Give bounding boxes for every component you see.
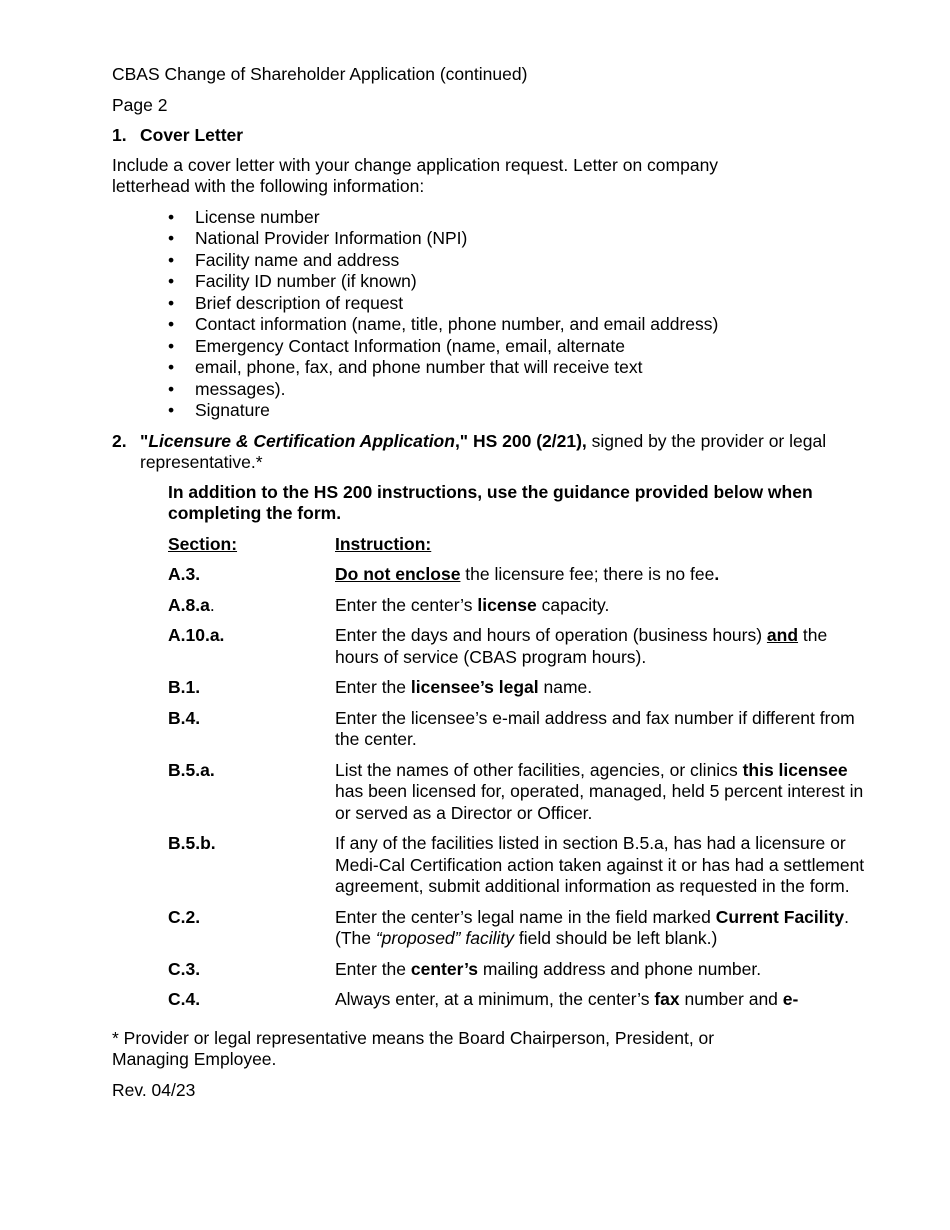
row-instruction xyxy=(335,677,868,708)
text: number and xyxy=(679,989,783,1009)
row-section: C.3. xyxy=(168,958,201,979)
column-header-instruction: Instruction: xyxy=(335,533,432,554)
text: the licensure fee; there is no fee xyxy=(460,564,715,584)
instruction-table xyxy=(168,534,868,1020)
document-header-title: CBAS Change of Shareholder Application (continued) xyxy=(112,64,528,84)
text: Enter the xyxy=(335,958,411,979)
section-2-number: 2. xyxy=(112,430,127,451)
row-instruction: Enter the licensee’s e-mail address and fax number if different from the center. xyxy=(335,707,855,749)
row-instruction xyxy=(335,625,868,677)
document-page xyxy=(112,64,872,1101)
list-item: • messages). xyxy=(168,379,872,401)
text: mailing address and phone number. xyxy=(478,958,762,979)
section-2-heading xyxy=(112,431,872,474)
table-row xyxy=(168,708,868,760)
revision-date: Rev. 04/23 xyxy=(112,1079,196,1100)
row-section: A.3. xyxy=(168,564,201,584)
form-title: Licensure & Certification Application xyxy=(148,430,455,451)
table-row xyxy=(168,564,868,595)
section-1-number: 1. xyxy=(112,125,127,145)
list-item: • Emergency Contact Information (name, email, alternate xyxy=(168,336,872,358)
table-header-row xyxy=(168,534,868,565)
section-1-title: Cover Letter xyxy=(140,125,244,145)
row-instruction: If any of the facilities listed in section B.5.a, has had a licensure or Medi-Cal Certification action taken against it or has had a settlement agreement, submit additional information as requested in the form. xyxy=(335,833,865,896)
row-section: B.5.a. xyxy=(168,759,215,780)
section-2-desc: signed by the provider or legal representative.* xyxy=(140,430,827,472)
row-instruction xyxy=(335,989,868,1020)
text: name. xyxy=(538,677,593,697)
list-item: • License number xyxy=(168,207,872,229)
row-section: A.10.a. xyxy=(168,625,225,645)
list-item: • Signature xyxy=(168,400,872,422)
text: Enter the days and hours of operation (business hours) xyxy=(335,625,767,645)
text: the hours of service (CBAS program hours). xyxy=(335,625,828,667)
emphasis: licensee’s legal xyxy=(410,677,539,697)
emphasis: fax xyxy=(654,989,680,1009)
table-row xyxy=(168,959,868,990)
section-1-heading xyxy=(112,125,872,147)
row-section: B.4. xyxy=(168,707,201,728)
section-1-intro: Include a cover letter with your change application request. Letter on company letterhead with the following information: xyxy=(112,154,719,196)
list-item: • email, phone, fax, and phone number that will receive text xyxy=(168,357,872,379)
table-row xyxy=(168,833,868,907)
text: capacity. xyxy=(536,594,610,615)
table-row xyxy=(168,595,868,626)
guidance-note: In addition to the HS 200 instructions, use the guidance provided below when completing the form. xyxy=(168,481,813,523)
row-instruction xyxy=(335,564,868,595)
text: Enter the xyxy=(335,677,411,697)
section-dot: . xyxy=(209,594,215,615)
text: Always enter, at a minimum, the center’s xyxy=(335,989,655,1009)
table-row xyxy=(168,907,868,959)
text: List the names of other facilities, agencies, or clinics xyxy=(335,759,743,780)
table-row xyxy=(168,625,868,677)
table-row xyxy=(168,760,868,834)
form-code: HS 200 (2/21), xyxy=(468,430,587,451)
emphasis: license xyxy=(477,594,537,615)
row-section xyxy=(168,595,335,626)
cover-letter-items xyxy=(168,207,872,422)
page-number: Page 2 xyxy=(112,94,168,115)
italic-text: “proposed” facility xyxy=(375,928,514,948)
row-instruction xyxy=(335,760,868,834)
text: Enter the center’s legal name in the field marked xyxy=(335,906,716,927)
quote-open: " xyxy=(140,430,149,451)
emphasis: Current Facility xyxy=(715,906,845,927)
emphasis: this licensee xyxy=(742,759,848,780)
text: Enter the center’s xyxy=(335,594,478,615)
section-2-text xyxy=(140,431,870,474)
text: field should be left blank.) xyxy=(513,928,718,948)
footnote: * Provider or legal representative means the Board Chairperson, President, or Managing Employee. xyxy=(112,1027,715,1069)
emphasis: . xyxy=(714,564,720,584)
row-section: C.2. xyxy=(168,906,201,927)
list-item: • Facility name and address xyxy=(168,250,872,272)
quote-close: ," xyxy=(454,430,469,451)
emphasis: e- xyxy=(782,989,799,1009)
list-item: • National Provider Information (NPI) xyxy=(168,228,872,250)
list-item: • Brief description of request xyxy=(168,293,872,315)
row-section: C.4. xyxy=(168,989,201,1009)
emphasis: center’s xyxy=(410,958,479,979)
text: has been licensed for, operated, managed, held 5 percent interest in or served as a Director or Officer. xyxy=(335,781,864,823)
text: . (The xyxy=(335,906,849,948)
row-section: B.5.b. xyxy=(168,833,216,853)
column-header-section: Section: xyxy=(168,533,238,554)
row-instruction xyxy=(335,595,868,626)
emphasis: and xyxy=(766,625,799,645)
row-instruction xyxy=(335,959,868,990)
table-row xyxy=(168,989,868,1020)
emphasis: Do not enclose xyxy=(335,564,461,584)
section-code: A.8.a xyxy=(168,594,210,615)
list-item: • Contact information (name, title, phone number, and email address) xyxy=(168,314,872,336)
row-section: B.1. xyxy=(168,677,201,697)
table-row xyxy=(168,677,868,708)
list-item: • Facility ID number (if known) xyxy=(168,271,872,293)
row-instruction xyxy=(335,907,868,959)
